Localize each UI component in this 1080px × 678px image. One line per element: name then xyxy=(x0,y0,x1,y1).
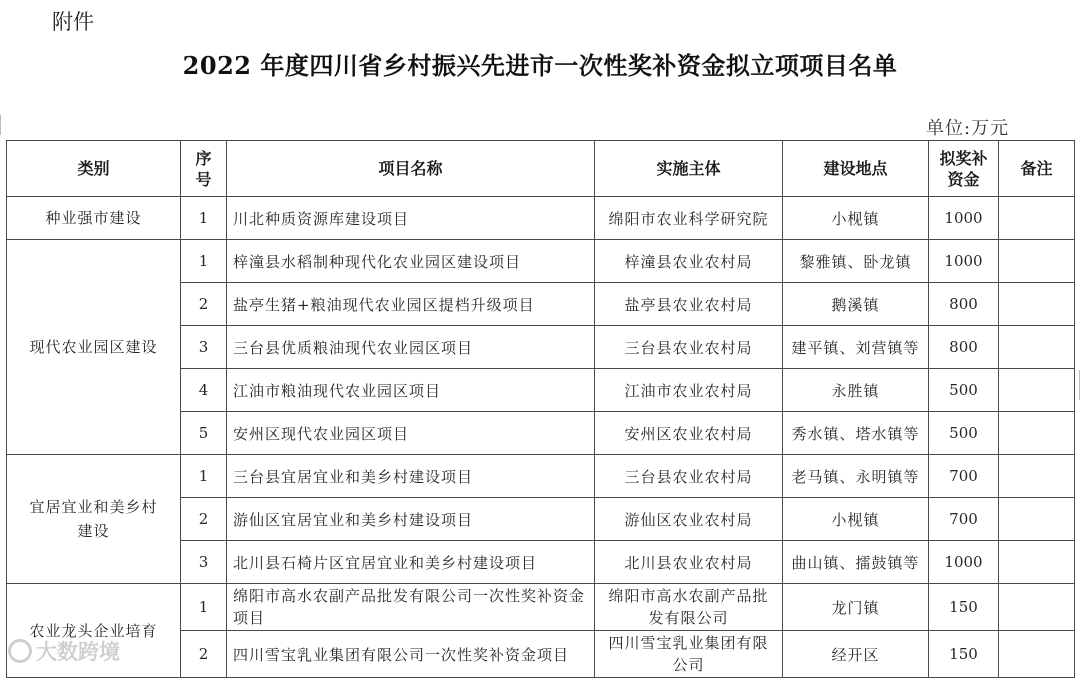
seq-cell: 1 xyxy=(181,455,227,498)
seq-cell: 2 xyxy=(181,498,227,541)
amount-cell: 500 xyxy=(929,412,999,455)
note-cell xyxy=(999,240,1075,283)
org-cell: 绵阳市农业科学研究院 xyxy=(595,197,783,240)
seq-cell: 2 xyxy=(181,283,227,326)
note-cell xyxy=(999,326,1075,369)
org-cell: 四川雪宝乳业集团有限公司 xyxy=(595,631,783,678)
amount-cell: 800 xyxy=(929,283,999,326)
org-cell: 游仙区农业农村局 xyxy=(595,498,783,541)
location-cell: 小枧镇 xyxy=(783,498,929,541)
col-header-org: 实施主体 xyxy=(595,141,783,197)
col-header-amount: 拟奖补资金 xyxy=(929,141,999,197)
project-cell: 盐亭生猪+粮油现代农业园区提档升级项目 xyxy=(227,283,595,326)
project-cell: 游仙区宜居宜业和美乡村建设项目 xyxy=(227,498,595,541)
note-cell xyxy=(999,584,1075,631)
note-cell xyxy=(999,498,1075,541)
amount-cell: 700 xyxy=(929,498,999,541)
note-cell xyxy=(999,412,1075,455)
location-cell: 黎雅镇、卧龙镇 xyxy=(783,240,929,283)
amount-cell: 500 xyxy=(929,369,999,412)
location-cell: 龙门镇 xyxy=(783,584,929,631)
seq-cell: 3 xyxy=(181,541,227,584)
note-cell xyxy=(999,369,1075,412)
org-cell: 安州区农业农村局 xyxy=(595,412,783,455)
org-cell: 北川县农业农村局 xyxy=(595,541,783,584)
project-cell: 三台县优质粮油现代农业园区项目 xyxy=(227,326,595,369)
location-cell: 永胜镇 xyxy=(783,369,929,412)
seq-cell: 1 xyxy=(181,584,227,631)
col-header-location: 建设地点 xyxy=(783,141,929,197)
project-cell: 江油市粮油现代农业园区项目 xyxy=(227,369,595,412)
project-cell: 三台县宜居宜业和美乡村建设项目 xyxy=(227,455,595,498)
document-title: 2022 年度四川省乡村振兴先进市一次性奖补资金拟立项项目名单 xyxy=(182,51,898,80)
org-cell: 绵阳市高水农副产品批发有限公司 xyxy=(595,584,783,631)
table-header-row xyxy=(7,141,1075,197)
project-cell: 北川县石椅片区宜居宜业和美乡村建设项目 xyxy=(227,541,595,584)
amount-cell: 1000 xyxy=(929,197,999,240)
location-cell: 鹅溪镇 xyxy=(783,283,929,326)
seq-cell: 3 xyxy=(181,326,227,369)
seq-cell: 1 xyxy=(181,197,227,240)
page-edge-mark-right xyxy=(1076,370,1080,400)
seq-cell: 5 xyxy=(181,412,227,455)
attachment-label: 附件 xyxy=(52,10,94,34)
amount-cell: 1000 xyxy=(929,240,999,283)
table-row xyxy=(7,584,1075,631)
amount-cell: 700 xyxy=(929,455,999,498)
amount-cell: 150 xyxy=(929,584,999,631)
location-cell: 经开区 xyxy=(783,631,929,678)
seq-cell: 4 xyxy=(181,369,227,412)
table-row xyxy=(7,240,1075,283)
seq-cell: 1 xyxy=(181,240,227,283)
table-row xyxy=(7,455,1075,498)
org-cell: 梓潼县农业农村局 xyxy=(595,240,783,283)
amount-cell: 800 xyxy=(929,326,999,369)
page-edge-mark-left xyxy=(0,115,4,135)
location-cell: 建平镇、刘营镇等 xyxy=(783,326,929,369)
note-cell xyxy=(999,197,1075,240)
amount-cell: 150 xyxy=(929,631,999,678)
table-row xyxy=(7,197,1075,240)
org-cell: 三台县农业农村局 xyxy=(595,455,783,498)
note-cell xyxy=(999,541,1075,584)
col-header-project: 项目名称 xyxy=(227,141,595,197)
note-cell xyxy=(999,631,1075,678)
col-header-note: 备注 xyxy=(999,141,1075,197)
project-cell: 川北种质资源库建设项目 xyxy=(227,197,595,240)
amount-cell: 1000 xyxy=(929,541,999,584)
location-cell: 小枧镇 xyxy=(783,197,929,240)
project-cell: 四川雪宝乳业集团有限公司一次性奖补资金项目 xyxy=(227,631,595,678)
col-header-seq: 序号 xyxy=(181,141,227,197)
project-cell: 梓潼县水稻制种现代化农业园区建设项目 xyxy=(227,240,595,283)
note-cell xyxy=(999,283,1075,326)
category-cell: 宜居宜业和美乡村建设 xyxy=(7,455,181,584)
category-cell: 现代农业园区建设 xyxy=(7,240,181,455)
seq-cell: 2 xyxy=(181,631,227,678)
watermark-logo-icon xyxy=(8,639,32,663)
org-cell: 盐亭县农业农村局 xyxy=(595,283,783,326)
unit-label: 单位:万元 xyxy=(926,118,1010,139)
watermark xyxy=(8,636,120,666)
note-cell xyxy=(999,455,1075,498)
location-cell: 曲山镇、擂鼓镇等 xyxy=(783,541,929,584)
org-cell: 江油市农业农村局 xyxy=(595,369,783,412)
project-cell: 安州区现代农业园区项目 xyxy=(227,412,595,455)
col-header-category: 类别 xyxy=(7,141,181,197)
watermark-text: 大数跨境 xyxy=(36,640,120,664)
category-cell: 种业强市建设 xyxy=(7,197,181,240)
category-cell: 农业龙头企业培育 xyxy=(7,584,181,678)
location-cell: 老马镇、永明镇等 xyxy=(783,455,929,498)
location-cell: 秀水镇、塔水镇等 xyxy=(783,412,929,455)
project-cell: 绵阳市高水农副产品批发有限公司一次性奖补资金项目 xyxy=(227,584,595,631)
project-table xyxy=(6,140,1075,678)
org-cell: 三台县农业农村局 xyxy=(595,326,783,369)
